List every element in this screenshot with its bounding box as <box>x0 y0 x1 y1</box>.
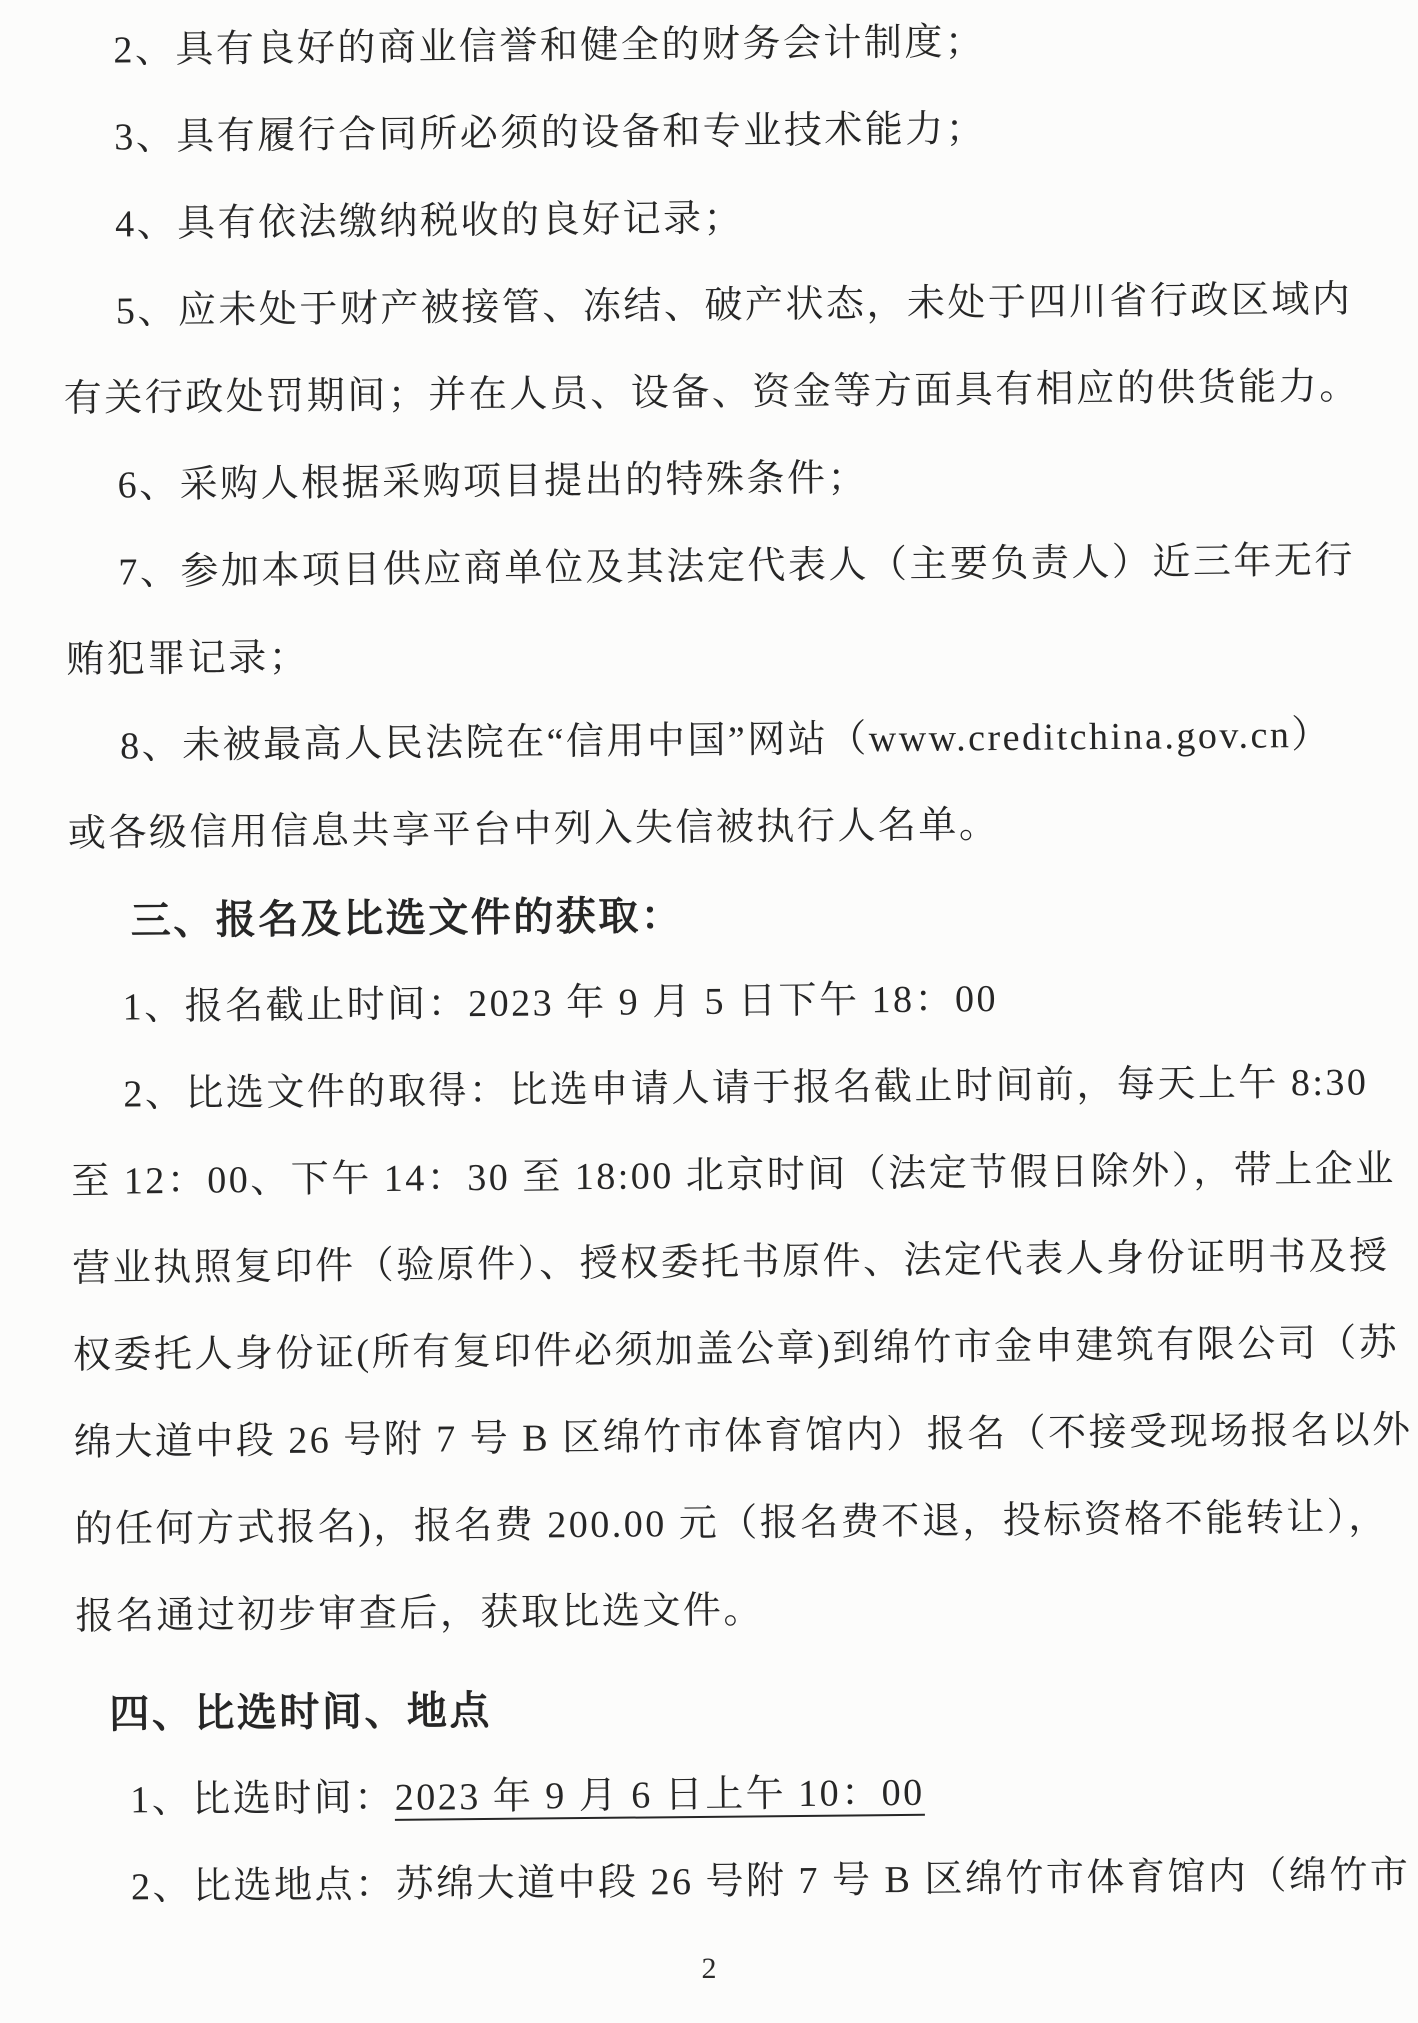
text-segment: 4、具有依法缴纳税收的良好记录； <box>114 197 745 246</box>
text-segment: 四、比选时间、地点 <box>109 1687 493 1737</box>
document-line <box>71 1126 1400 1226</box>
document-line <box>74 1474 1403 1574</box>
text-segment: 营业执照复印件（验原件）、授权委托书原件、法定代表人身份证明书及授 <box>71 1235 1390 1290</box>
document-line <box>65 517 1394 617</box>
text-segment: 的任何方式报名)，报名费 200.00 元（报名费不退，投标资格不能转让）， <box>74 1496 1389 1551</box>
document-line <box>73 1300 1402 1400</box>
underlined-text: 2023 年 9 月 6 日上午 10：00 <box>394 1771 925 1819</box>
document-line <box>63 343 1392 443</box>
text-segment: 8、未被最高人民法院在“信用中国”网站（www.creditchina.gov.cn） <box>119 713 1333 768</box>
document-line <box>69 952 1398 1052</box>
document-line <box>67 691 1396 791</box>
text-segment: 2、比选文件的取得：比选申请人请于报名截止时间前，每天上午 8:30 <box>123 1061 1369 1116</box>
text-segment: 权委托人身份证(所有复印件必须加盖公章)到绵竹市金申建筑有限公司（苏 <box>72 1322 1400 1377</box>
text-segment: 或各级信用信息共享平台中列入失信被执行人名单。 <box>67 804 1000 855</box>
document-line <box>75 1561 1404 1661</box>
document-line <box>72 1213 1401 1313</box>
text-segment: 5、应未处于财产被接管、冻结、破产状态，未处于四川省行政区域内 <box>115 278 1353 333</box>
document-line <box>77 1745 1406 1845</box>
document-line <box>68 865 1397 965</box>
document-line <box>62 169 1391 269</box>
document-line <box>76 1658 1405 1758</box>
document-body <box>60 0 1413 1932</box>
document-line <box>60 0 1389 95</box>
text-segment: 有关行政处罚期间；并在人员、设备、资金等方面具有相应的供货能力。 <box>63 365 1360 420</box>
text-segment: 三、报名及比选文件的获取： <box>130 893 684 944</box>
document-line <box>66 604 1395 704</box>
text-segment: 2、比选地点：苏绵大道中段 26 号附 7 号 B 区绵竹市体育馆内（绵竹市 <box>130 1854 1411 1909</box>
text-segment: 3、具有履行合同所必须的设备和专业技术能力； <box>114 108 987 159</box>
document-line <box>61 82 1390 182</box>
text-segment: 7、参加本项目供应商单位及其法定代表人（主要负责人）近三年无行 <box>118 539 1356 594</box>
text-segment: 6、采购人根据采购项目提出的特殊条件； <box>117 457 869 507</box>
page-number: 2 <box>701 1952 717 1985</box>
document-line <box>63 256 1392 356</box>
document-line <box>68 778 1397 878</box>
text-segment: 贿犯罪记录； <box>66 636 310 681</box>
text-segment: 至 12：00、下午 14：30 至 18:00 北京时间（法定节假日除外），带上企业 <box>71 1148 1396 1203</box>
document-line <box>78 1832 1411 1932</box>
text-segment: 2、具有良好的商业信誉和健全的财务会计制度； <box>113 21 986 72</box>
document-line <box>64 430 1393 530</box>
text-segment: 1、报名截止时间：2023 年 9 月 5 日下午 18：00 <box>122 978 999 1029</box>
text-segment: 报名通过初步审查后，获取比选文件。 <box>75 1589 765 1638</box>
document-line <box>73 1387 1413 1487</box>
document-line <box>70 1039 1399 1139</box>
text-segment: 1、比选时间： <box>130 1776 395 1822</box>
text-segment: 绵大道中段 26 号附 7 号 B 区绵竹市体育馆内）报名（不接受现场报名以外 <box>73 1409 1413 1464</box>
